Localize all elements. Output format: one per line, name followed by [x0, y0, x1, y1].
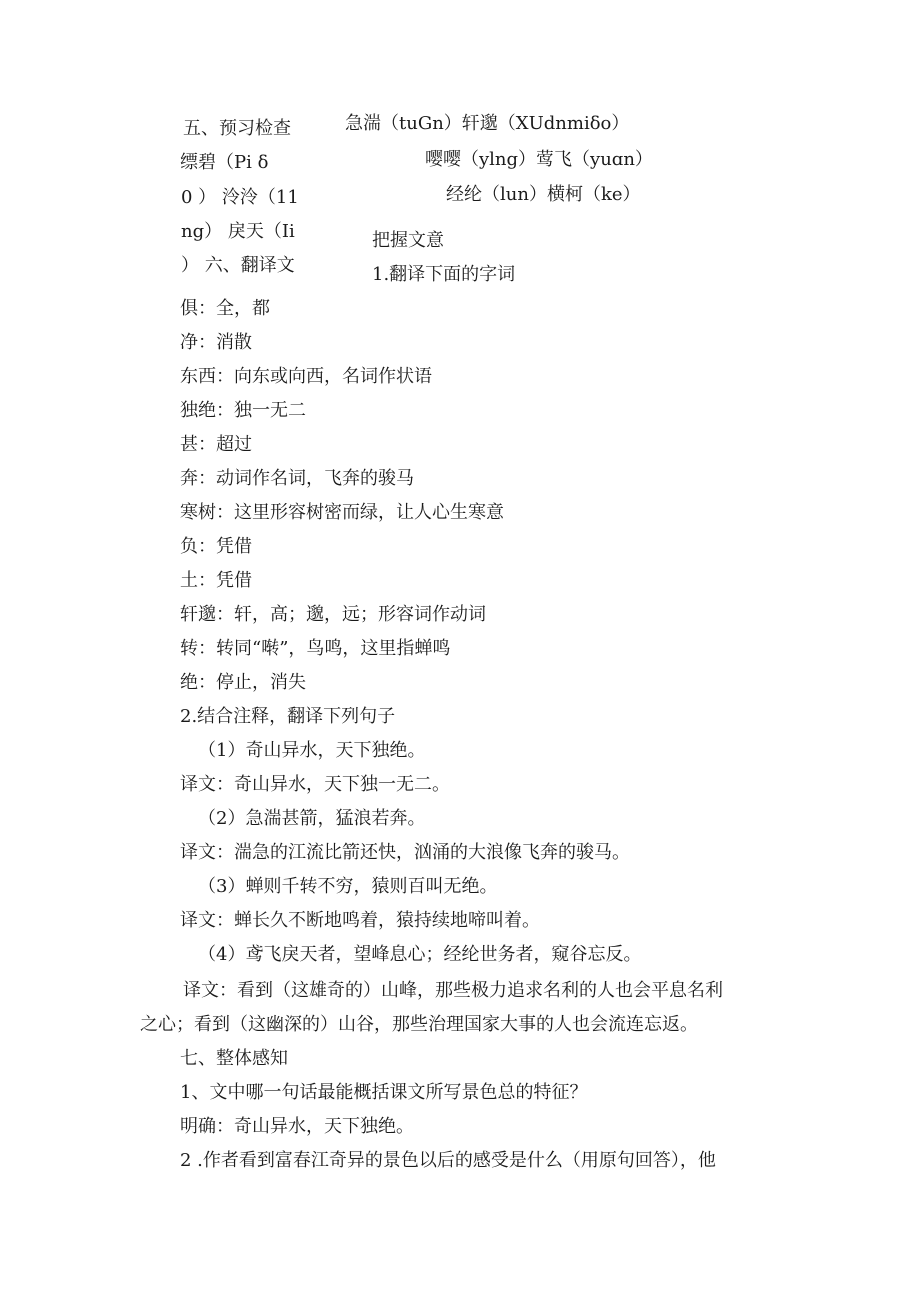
pronunciation-line: 缥碧（Pi δ [180, 152, 269, 173]
pronunciation-line: 急湍（tuGn）轩邈（XUdnmiδo） [345, 113, 630, 134]
pronunciation-line: 嘤嘤（ylng）莺飞（yuɑn） [425, 149, 653, 170]
section-heading-grasp: 把握文意 [372, 230, 444, 251]
gloss-item: 独绝：独一无二 [180, 400, 306, 421]
answer: 明确：奇山异水，天下独绝。 [180, 1116, 414, 1137]
pronunciation-line: ng） 戾天（Ii [181, 221, 295, 242]
gloss-item: 甚：超过 [180, 434, 252, 455]
gloss-item: 俱：全，都 [180, 298, 270, 319]
sentence-translation: 译文：奇山异水，天下独一无二。 [180, 774, 450, 795]
gloss-item: 轩邈：轩，高；邈，远；形容词作动词 [180, 604, 486, 625]
sentence-original: （3）蝉则千转不穷，猿则百叫无绝。 [198, 876, 498, 897]
section-heading-preview: 五、预习检查 [183, 118, 291, 139]
sentence-original: （1）奇山异水，天下独绝。 [198, 740, 426, 761]
sentence-original: （2）急湍甚箭，猛浪若奔。 [198, 808, 426, 829]
section-heading-overall: 七、整体感知 [180, 1048, 288, 1069]
sentence-original: （4）鸢飞戾天者，望峰息心；经纶世务者，窥谷忘反。 [198, 944, 642, 965]
pronunciation-line: 经纶（lun）横柯（ke） [446, 184, 641, 205]
subheading-translate-sentences: 2.结合注释，翻译下列句子 [180, 706, 396, 727]
gloss-item: 东西：向东或向西，名词作状语 [180, 366, 432, 387]
gloss-item: 转：转同“啭”，鸟鸣，这里指蝉鸣 [180, 638, 451, 659]
gloss-item: 土：凭借 [180, 570, 252, 591]
question: 2 .作者看到富春江奇异的景色以后的感受是什么（用原句回答），他 [180, 1150, 716, 1171]
question: 1、文中哪一句话最能概括课文所写景色总的特征？ [180, 1082, 588, 1103]
gloss-item: 奔：动词作名词，飞奔的骏马 [180, 468, 414, 489]
gloss-item: 负：凭借 [180, 536, 252, 557]
pronunciation-line: ） 六、翻译文 [181, 255, 295, 276]
gloss-item: 寒树：这里形容树密而绿，让人心生寒意 [180, 502, 504, 523]
sentence-translation-continued: 之心；看到（这幽深的）山谷，那些治理国家大事的人也会流连忘返。 [140, 1014, 698, 1035]
sentence-translation: 译文：湍急的江流比箭还快，汹涌的大浪像飞奔的骏马。 [180, 842, 630, 863]
gloss-item: 净：消散 [180, 332, 252, 353]
gloss-item: 绝：停止，消失 [180, 672, 306, 693]
pronunciation-line: 0 ） 泠泠（11 [181, 187, 299, 208]
subheading-translate-words: 1.翻译下面的字词 [372, 264, 516, 285]
sentence-translation: 译文：蝉长久不断地鸣着，猿持续地啼叫着。 [180, 910, 540, 931]
sentence-translation: 译文：看到（这雄奇的）山峰，那些极力追求名利的人也会平息名利 [183, 980, 723, 1001]
